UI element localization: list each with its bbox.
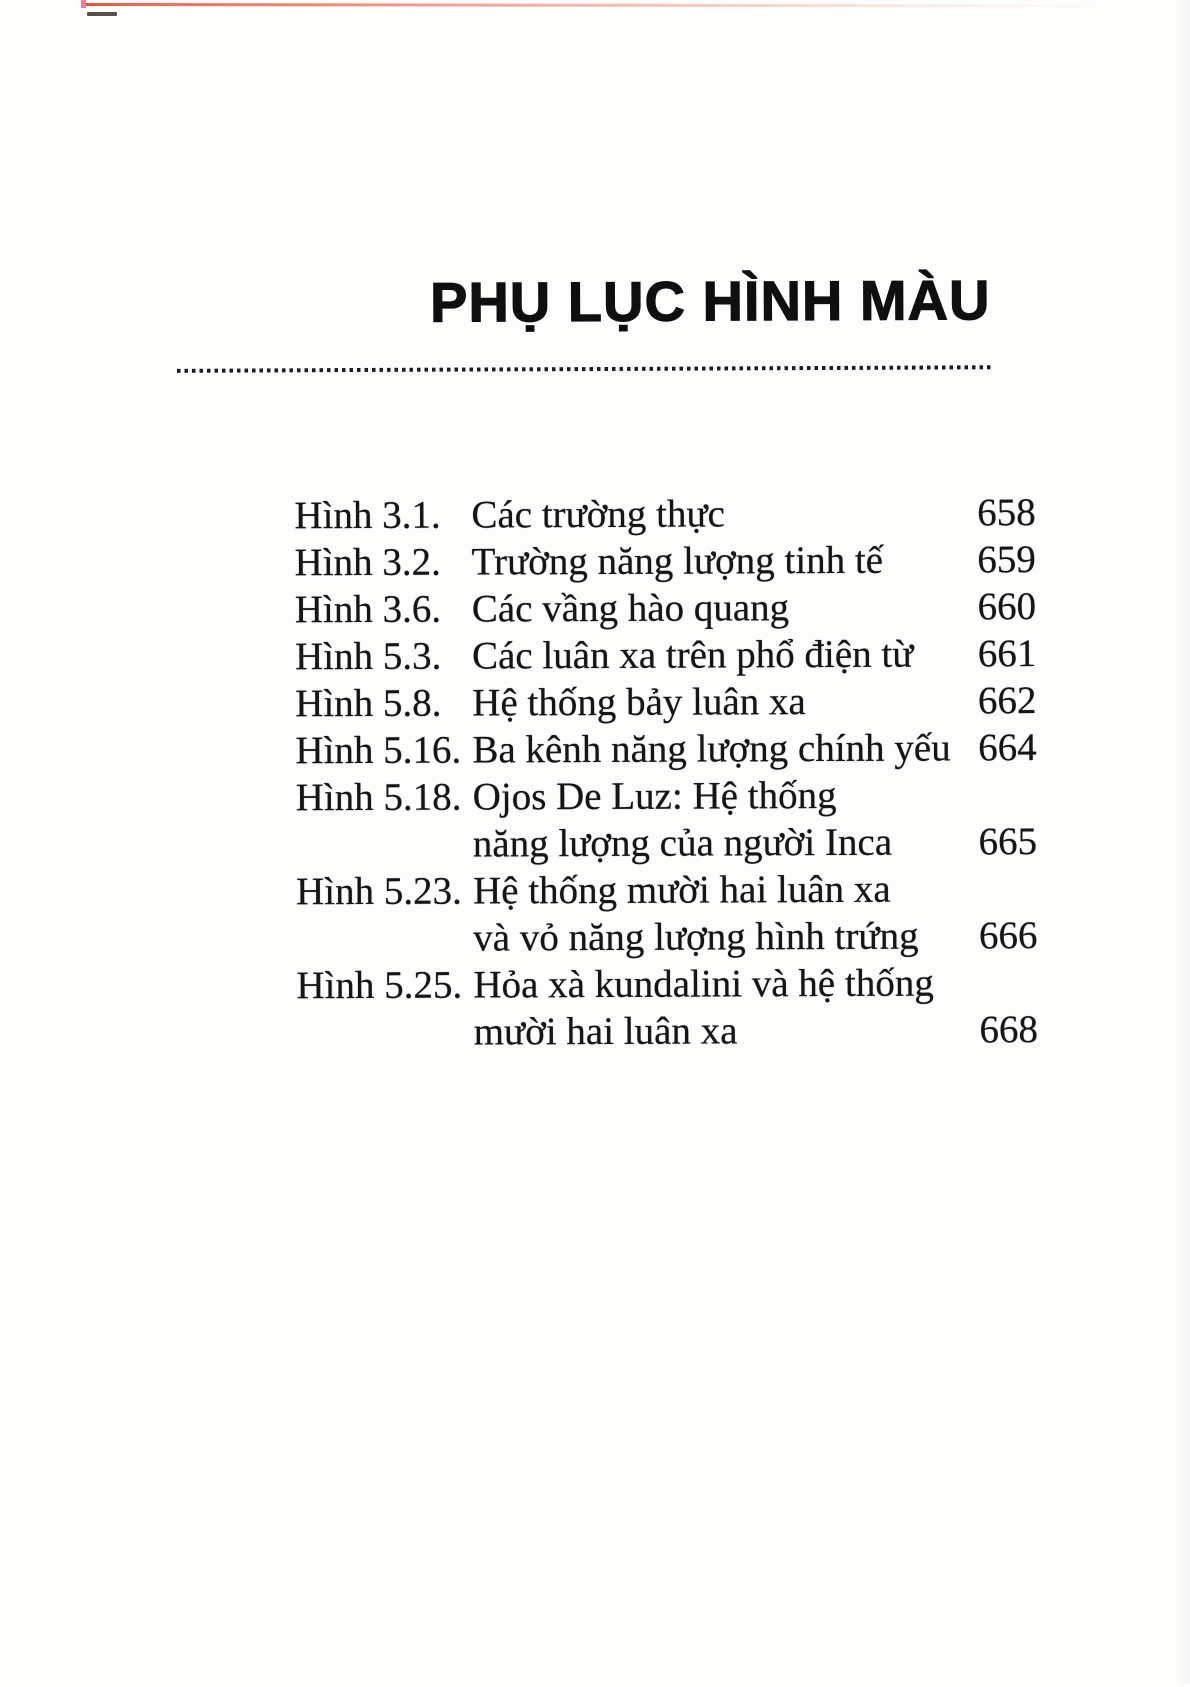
figure-label: Hình 5.23. [295,869,462,914]
figure-label: Hình 3.1. [294,493,441,538]
figure-title-line: Ojos De Luz: Hệ thống [472,773,837,819]
figure-list [294,489,1039,1056]
figure-page-number: 665 [978,820,1038,864]
figure-title-line: Các trường thực [471,492,726,537]
figure-title [472,630,950,679]
figure-page-number: 668 [979,1008,1039,1052]
figure-title [473,959,952,1055]
figure-label: Hình 3.2. [294,540,441,585]
figure-title [472,583,950,632]
figure-title-line: Hỏa xà kundalini và hệ thống [473,961,934,1007]
figure-page-number: 666 [978,914,1038,958]
figure-title-line: năng lượng của người Inca [472,820,893,866]
figure-page-number: 659 [977,538,1036,582]
figure-page-number: 658 [977,491,1036,535]
figure-title [472,724,950,773]
figure-label: Hình 5.8. [295,681,442,726]
figure-label: Hình 5.18. [295,775,462,820]
figure-label: Hình 5.16. [295,728,462,773]
figure-title [473,771,952,867]
figure-title-line: Ba kênh năng lượng chính yếu [472,726,951,772]
figure-title-line: mười hai luân xa [473,1009,738,1054]
figure-label: Hình 3.6. [294,587,442,632]
figure-title [472,536,950,585]
figure-page-number: 662 [977,679,1037,723]
figure-title-line: Hệ thống mười hai luân xa [472,867,891,913]
figure-title [473,865,952,961]
figure-title-line: Các vầng hào quang [471,586,790,631]
figure-page-number: 661 [977,632,1037,676]
figure-title-line: và vỏ năng lượng hình trứng [473,914,919,960]
figure-title [471,489,949,538]
figure-label: Hình 5.3. [294,634,442,679]
figure-label: Hình 5.25. [296,963,463,1008]
figure-title [472,677,950,726]
figure-title-line: Hệ thống bảy luân xa [472,680,806,725]
figure-page-number: 660 [977,585,1037,629]
figure-title-line: Trường năng lượng tinh tế [471,538,884,584]
page-title: PHỤ LỤC HÌNH MÀU [429,268,991,334]
dotted-divider [177,365,991,373]
figure-title-line: Các luân xa trên phổ điện từ [471,632,914,678]
figure-page-number: 664 [978,726,1037,770]
